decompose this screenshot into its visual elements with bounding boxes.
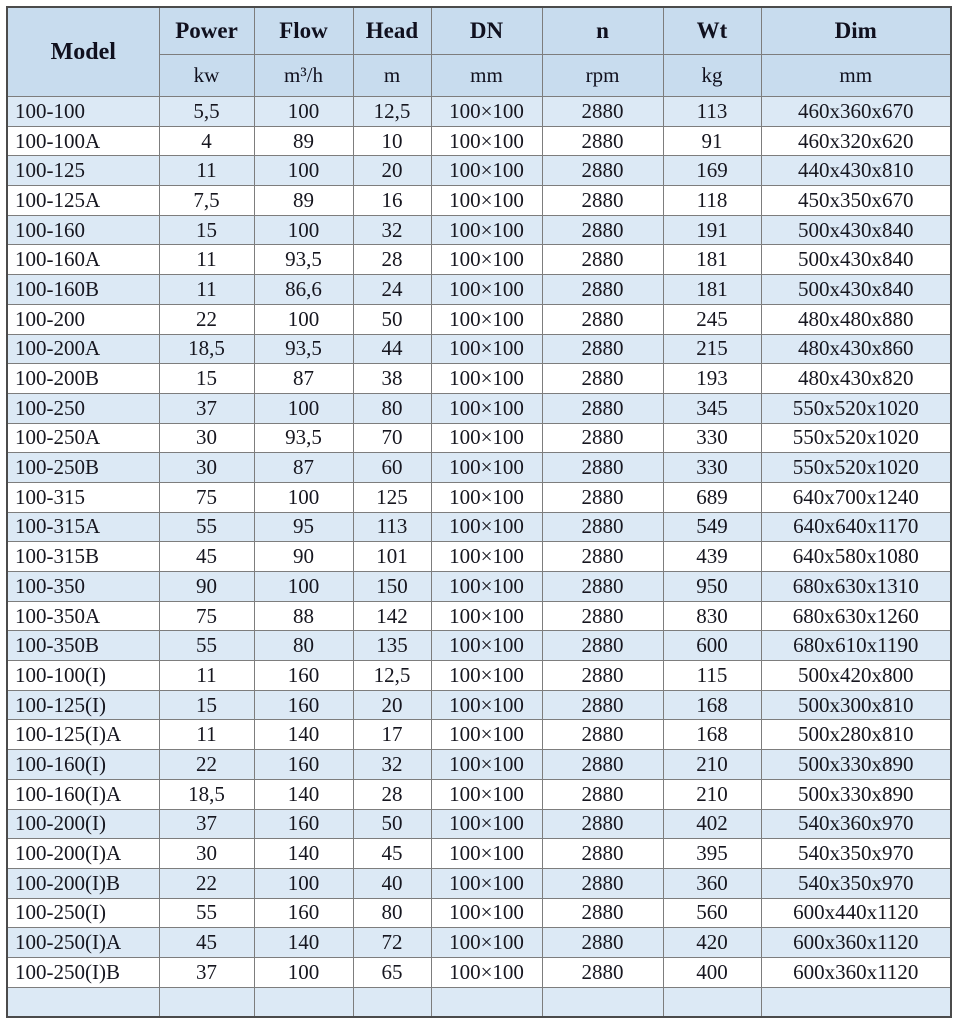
cell-wt: 360 — [663, 868, 761, 898]
cell-dn: 100×100 — [431, 720, 542, 750]
table-row — [7, 334, 951, 364]
cell-dn: 100×100 — [431, 839, 542, 869]
cell-flow: 100 — [254, 957, 353, 987]
cell-model: 100-125(I) — [7, 690, 159, 720]
cell-empty — [761, 987, 951, 1017]
cell-wt: 210 — [663, 750, 761, 780]
cell-dim: 440x430x810 — [761, 156, 951, 186]
cell-dn: 100×100 — [431, 482, 542, 512]
cell-dn: 100×100 — [431, 453, 542, 483]
cell-empty — [353, 987, 431, 1017]
cell-model: 100-125(I)A — [7, 720, 159, 750]
cell-dim: 480x480x880 — [761, 304, 951, 334]
cell-dim: 500x430x840 — [761, 215, 951, 245]
cell-wt: 91 — [663, 126, 761, 156]
cell-model: 100-250A — [7, 423, 159, 453]
cell-wt: 168 — [663, 690, 761, 720]
cell-dn: 100×100 — [431, 690, 542, 720]
cell-model: 100-250(I)A — [7, 928, 159, 958]
cell-dn: 100×100 — [431, 957, 542, 987]
table-row — [7, 186, 951, 216]
cell-dn: 100×100 — [431, 215, 542, 245]
cell-wt: 193 — [663, 364, 761, 394]
table-row — [7, 275, 951, 305]
cell-empty — [663, 987, 761, 1017]
cell-n: 2880 — [542, 304, 663, 334]
cell-model: 100-160A — [7, 245, 159, 275]
cell-head: 113 — [353, 512, 431, 542]
cell-head: 32 — [353, 750, 431, 780]
cell-dn: 100×100 — [431, 275, 542, 305]
cell-model: 100-200(I)A — [7, 839, 159, 869]
cell-flow: 160 — [254, 690, 353, 720]
table-row — [7, 809, 951, 839]
cell-head: 16 — [353, 186, 431, 216]
cell-dim: 640x580x1080 — [761, 542, 951, 572]
cell-head: 40 — [353, 868, 431, 898]
cell-flow: 140 — [254, 839, 353, 869]
cell-wt: 600 — [663, 631, 761, 661]
cell-wt: 439 — [663, 542, 761, 572]
cell-flow: 89 — [254, 186, 353, 216]
column-header-wt: Wt — [663, 7, 761, 55]
cell-n: 2880 — [542, 186, 663, 216]
cell-head: 20 — [353, 690, 431, 720]
cell-wt: 830 — [663, 601, 761, 631]
cell-empty — [542, 987, 663, 1017]
cell-dim: 600x360x1120 — [761, 928, 951, 958]
cell-dim: 460x360x670 — [761, 97, 951, 127]
cell-power: 22 — [159, 304, 254, 334]
cell-n: 2880 — [542, 453, 663, 483]
cell-flow: 89 — [254, 126, 353, 156]
cell-head: 135 — [353, 631, 431, 661]
cell-head: 28 — [353, 779, 431, 809]
cell-dim: 450x350x670 — [761, 186, 951, 216]
cell-n: 2880 — [542, 839, 663, 869]
cell-model: 100-200 — [7, 304, 159, 334]
cell-power: 11 — [159, 275, 254, 305]
table-body — [7, 97, 951, 1018]
cell-dn: 100×100 — [431, 97, 542, 127]
cell-dn: 100×100 — [431, 334, 542, 364]
cell-dn: 100×100 — [431, 304, 542, 334]
cell-wt: 181 — [663, 245, 761, 275]
cell-power: 30 — [159, 839, 254, 869]
cell-dim: 550x520x1020 — [761, 393, 951, 423]
cell-model: 100-125A — [7, 186, 159, 216]
cell-flow: 100 — [254, 97, 353, 127]
cell-flow: 140 — [254, 779, 353, 809]
cell-model: 100-160(I) — [7, 750, 159, 780]
table-row — [7, 423, 951, 453]
cell-n: 2880 — [542, 809, 663, 839]
cell-n: 2880 — [542, 928, 663, 958]
cell-dn: 100×100 — [431, 631, 542, 661]
table-row — [7, 690, 951, 720]
cell-model: 100-350 — [7, 572, 159, 602]
table-row — [7, 215, 951, 245]
cell-n: 2880 — [542, 245, 663, 275]
cell-dim: 500x330x890 — [761, 750, 951, 780]
cell-n: 2880 — [542, 690, 663, 720]
cell-flow: 100 — [254, 572, 353, 602]
cell-flow: 93,5 — [254, 334, 353, 364]
cell-head: 50 — [353, 304, 431, 334]
cell-flow: 88 — [254, 601, 353, 631]
table-row — [7, 156, 951, 186]
column-unit-dn: mm — [431, 55, 542, 97]
cell-model: 100-100(I) — [7, 661, 159, 691]
cell-wt: 118 — [663, 186, 761, 216]
cell-flow: 100 — [254, 156, 353, 186]
table-row — [7, 542, 951, 572]
cell-empty — [431, 987, 542, 1017]
cell-dn: 100×100 — [431, 126, 542, 156]
header-row-labels — [7, 7, 951, 55]
pump-spec-table — [6, 6, 952, 1018]
cell-wt: 245 — [663, 304, 761, 334]
cell-wt: 181 — [663, 275, 761, 305]
cell-wt: 210 — [663, 779, 761, 809]
cell-n: 2880 — [542, 779, 663, 809]
cell-wt: 395 — [663, 839, 761, 869]
cell-wt: 689 — [663, 482, 761, 512]
cell-flow: 160 — [254, 750, 353, 780]
cell-n: 2880 — [542, 364, 663, 394]
cell-dn: 100×100 — [431, 868, 542, 898]
cell-n: 2880 — [542, 631, 663, 661]
cell-dim: 640x700x1240 — [761, 482, 951, 512]
cell-flow: 100 — [254, 482, 353, 512]
cell-model: 100-160B — [7, 275, 159, 305]
table-row — [7, 453, 951, 483]
cell-power: 37 — [159, 809, 254, 839]
cell-wt: 549 — [663, 512, 761, 542]
cell-model: 100-250(I) — [7, 898, 159, 928]
cell-flow: 100 — [254, 393, 353, 423]
cell-n: 2880 — [542, 661, 663, 691]
cell-dn: 100×100 — [431, 423, 542, 453]
cell-head: 32 — [353, 215, 431, 245]
cell-dim: 550x520x1020 — [761, 453, 951, 483]
cell-head: 12,5 — [353, 97, 431, 127]
cell-dim: 480x430x820 — [761, 364, 951, 394]
cell-dn: 100×100 — [431, 393, 542, 423]
cell-dim: 480x430x860 — [761, 334, 951, 364]
cell-power: 11 — [159, 720, 254, 750]
table-row — [7, 482, 951, 512]
cell-n: 2880 — [542, 898, 663, 928]
cell-dn: 100×100 — [431, 572, 542, 602]
cell-power: 75 — [159, 482, 254, 512]
table-row — [7, 839, 951, 869]
cell-flow: 100 — [254, 868, 353, 898]
table-row — [7, 245, 951, 275]
column-unit-wt: kg — [663, 55, 761, 97]
table-row — [7, 631, 951, 661]
cell-flow: 100 — [254, 304, 353, 334]
cell-wt: 560 — [663, 898, 761, 928]
column-header-power: Power — [159, 7, 254, 55]
cell-head: 17 — [353, 720, 431, 750]
cell-empty — [159, 987, 254, 1017]
cell-dn: 100×100 — [431, 542, 542, 572]
cell-dn: 100×100 — [431, 512, 542, 542]
cell-wt: 420 — [663, 928, 761, 958]
cell-model: 100-350B — [7, 631, 159, 661]
cell-head: 80 — [353, 898, 431, 928]
cell-model: 100-125 — [7, 156, 159, 186]
cell-power: 11 — [159, 245, 254, 275]
cell-dim: 680x630x1310 — [761, 572, 951, 602]
cell-n: 2880 — [542, 750, 663, 780]
cell-model: 100-200(I)B — [7, 868, 159, 898]
cell-model: 100-160 — [7, 215, 159, 245]
cell-power: 22 — [159, 868, 254, 898]
table-row — [7, 601, 951, 631]
cell-head: 80 — [353, 393, 431, 423]
cell-head: 45 — [353, 839, 431, 869]
table-row — [7, 304, 951, 334]
cell-power: 30 — [159, 423, 254, 453]
cell-n: 2880 — [542, 215, 663, 245]
cell-n: 2880 — [542, 393, 663, 423]
cell-wt: 400 — [663, 957, 761, 987]
cell-dim: 680x630x1260 — [761, 601, 951, 631]
cell-n: 2880 — [542, 868, 663, 898]
cell-head: 60 — [353, 453, 431, 483]
cell-flow: 87 — [254, 364, 353, 394]
cell-model: 100-250(I)B — [7, 957, 159, 987]
cell-model: 100-250B — [7, 453, 159, 483]
column-unit-dim: mm — [761, 55, 951, 97]
table-row — [7, 957, 951, 987]
cell-power: 7,5 — [159, 186, 254, 216]
cell-model: 100-200A — [7, 334, 159, 364]
cell-head: 12,5 — [353, 661, 431, 691]
cell-head: 24 — [353, 275, 431, 305]
cell-power: 55 — [159, 512, 254, 542]
cell-dim: 500x280x810 — [761, 720, 951, 750]
cell-power: 11 — [159, 661, 254, 691]
column-header-model: Model — [7, 7, 159, 97]
cell-n: 2880 — [542, 542, 663, 572]
cell-dim: 640x640x1170 — [761, 512, 951, 542]
cell-dim: 550x520x1020 — [761, 423, 951, 453]
cell-head: 38 — [353, 364, 431, 394]
cell-n: 2880 — [542, 601, 663, 631]
table-row — [7, 572, 951, 602]
cell-wt: 215 — [663, 334, 761, 364]
cell-power: 45 — [159, 928, 254, 958]
cell-dn: 100×100 — [431, 809, 542, 839]
cell-dim: 500x420x800 — [761, 661, 951, 691]
table-row — [7, 779, 951, 809]
cell-flow: 160 — [254, 898, 353, 928]
cell-n: 2880 — [542, 97, 663, 127]
cell-model: 100-100A — [7, 126, 159, 156]
table-row — [7, 750, 951, 780]
table-row — [7, 97, 951, 127]
column-unit-n: rpm — [542, 55, 663, 97]
cell-flow: 86,6 — [254, 275, 353, 305]
cell-dim: 500x330x890 — [761, 779, 951, 809]
column-header-n: n — [542, 7, 663, 55]
cell-model: 100-200(I) — [7, 809, 159, 839]
cell-power: 15 — [159, 215, 254, 245]
cell-wt: 169 — [663, 156, 761, 186]
cell-dim: 500x430x840 — [761, 275, 951, 305]
cell-dim: 680x610x1190 — [761, 631, 951, 661]
cell-power: 30 — [159, 453, 254, 483]
table-row — [7, 898, 951, 928]
cell-power: 5,5 — [159, 97, 254, 127]
cell-dim: 600x440x1120 — [761, 898, 951, 928]
cell-wt: 113 — [663, 97, 761, 127]
cell-dn: 100×100 — [431, 779, 542, 809]
cell-flow: 140 — [254, 928, 353, 958]
cell-power: 22 — [159, 750, 254, 780]
cell-flow: 160 — [254, 661, 353, 691]
cell-power: 75 — [159, 601, 254, 631]
cell-flow: 160 — [254, 809, 353, 839]
cell-n: 2880 — [542, 423, 663, 453]
table-row — [7, 868, 951, 898]
cell-head: 65 — [353, 957, 431, 987]
cell-head: 50 — [353, 809, 431, 839]
table-row — [7, 364, 951, 394]
table-row — [7, 512, 951, 542]
cell-dim: 500x300x810 — [761, 690, 951, 720]
cell-power: 55 — [159, 631, 254, 661]
column-unit-flow: m³/h — [254, 55, 353, 97]
cell-wt: 950 — [663, 572, 761, 602]
column-header-dim: Dim — [761, 7, 951, 55]
cell-dim: 600x360x1120 — [761, 957, 951, 987]
table-row — [7, 928, 951, 958]
cell-dn: 100×100 — [431, 661, 542, 691]
cell-power: 15 — [159, 364, 254, 394]
column-header-flow: Flow — [254, 7, 353, 55]
cell-flow: 80 — [254, 631, 353, 661]
cell-dn: 100×100 — [431, 156, 542, 186]
cell-power: 90 — [159, 572, 254, 602]
cell-power: 45 — [159, 542, 254, 572]
cell-dn: 100×100 — [431, 928, 542, 958]
cell-dim: 540x360x970 — [761, 809, 951, 839]
cell-flow: 95 — [254, 512, 353, 542]
cell-model: 100-200B — [7, 364, 159, 394]
cell-flow: 100 — [254, 215, 353, 245]
cell-wt: 345 — [663, 393, 761, 423]
cell-power: 11 — [159, 156, 254, 186]
cell-power: 4 — [159, 126, 254, 156]
cell-power: 55 — [159, 898, 254, 928]
cell-model: 100-315A — [7, 512, 159, 542]
cell-n: 2880 — [542, 126, 663, 156]
cell-n: 2880 — [542, 512, 663, 542]
cell-dn: 100×100 — [431, 364, 542, 394]
cell-dim: 540x350x970 — [761, 839, 951, 869]
cell-dim: 500x430x840 — [761, 245, 951, 275]
cell-power: 15 — [159, 690, 254, 720]
cell-wt: 168 — [663, 720, 761, 750]
cell-head: 70 — [353, 423, 431, 453]
cell-power: 18,5 — [159, 779, 254, 809]
cell-head: 28 — [353, 245, 431, 275]
cell-n: 2880 — [542, 957, 663, 987]
cell-power: 37 — [159, 957, 254, 987]
cell-head: 142 — [353, 601, 431, 631]
cell-dim: 540x350x970 — [761, 868, 951, 898]
cell-n: 2880 — [542, 275, 663, 305]
cell-flow: 87 — [254, 453, 353, 483]
cell-n: 2880 — [542, 482, 663, 512]
column-unit-head: m — [353, 55, 431, 97]
table-header — [7, 7, 951, 97]
cell-wt: 402 — [663, 809, 761, 839]
cell-head: 125 — [353, 482, 431, 512]
cell-flow: 90 — [254, 542, 353, 572]
cell-n: 2880 — [542, 156, 663, 186]
cell-dn: 100×100 — [431, 245, 542, 275]
cell-wt: 330 — [663, 453, 761, 483]
cell-dim: 460x320x620 — [761, 126, 951, 156]
cell-n: 2880 — [542, 334, 663, 364]
table-row — [7, 720, 951, 750]
table-row — [7, 126, 951, 156]
cell-dn: 100×100 — [431, 750, 542, 780]
table-row-partial — [7, 987, 951, 1017]
table-row — [7, 661, 951, 691]
cell-n: 2880 — [542, 720, 663, 750]
cell-head: 150 — [353, 572, 431, 602]
cell-model: 100-250 — [7, 393, 159, 423]
column-header-head: Head — [353, 7, 431, 55]
cell-power: 18,5 — [159, 334, 254, 364]
cell-head: 101 — [353, 542, 431, 572]
cell-model: 100-160(I)A — [7, 779, 159, 809]
cell-n: 2880 — [542, 572, 663, 602]
cell-dn: 100×100 — [431, 601, 542, 631]
cell-flow: 93,5 — [254, 423, 353, 453]
cell-model: 100-100 — [7, 97, 159, 127]
cell-wt: 115 — [663, 661, 761, 691]
cell-model: 100-315B — [7, 542, 159, 572]
cell-wt: 191 — [663, 215, 761, 245]
cell-head: 20 — [353, 156, 431, 186]
table-row — [7, 393, 951, 423]
cell-dn: 100×100 — [431, 898, 542, 928]
cell-flow: 93,5 — [254, 245, 353, 275]
column-header-dn: DN — [431, 7, 542, 55]
cell-model: 100-350A — [7, 601, 159, 631]
cell-head: 10 — [353, 126, 431, 156]
cell-power: 37 — [159, 393, 254, 423]
cell-flow: 140 — [254, 720, 353, 750]
cell-empty — [7, 987, 159, 1017]
cell-head: 72 — [353, 928, 431, 958]
cell-dn: 100×100 — [431, 186, 542, 216]
cell-model: 100-315 — [7, 482, 159, 512]
cell-wt: 330 — [663, 423, 761, 453]
column-unit-power: kw — [159, 55, 254, 97]
cell-head: 44 — [353, 334, 431, 364]
cell-empty — [254, 987, 353, 1017]
